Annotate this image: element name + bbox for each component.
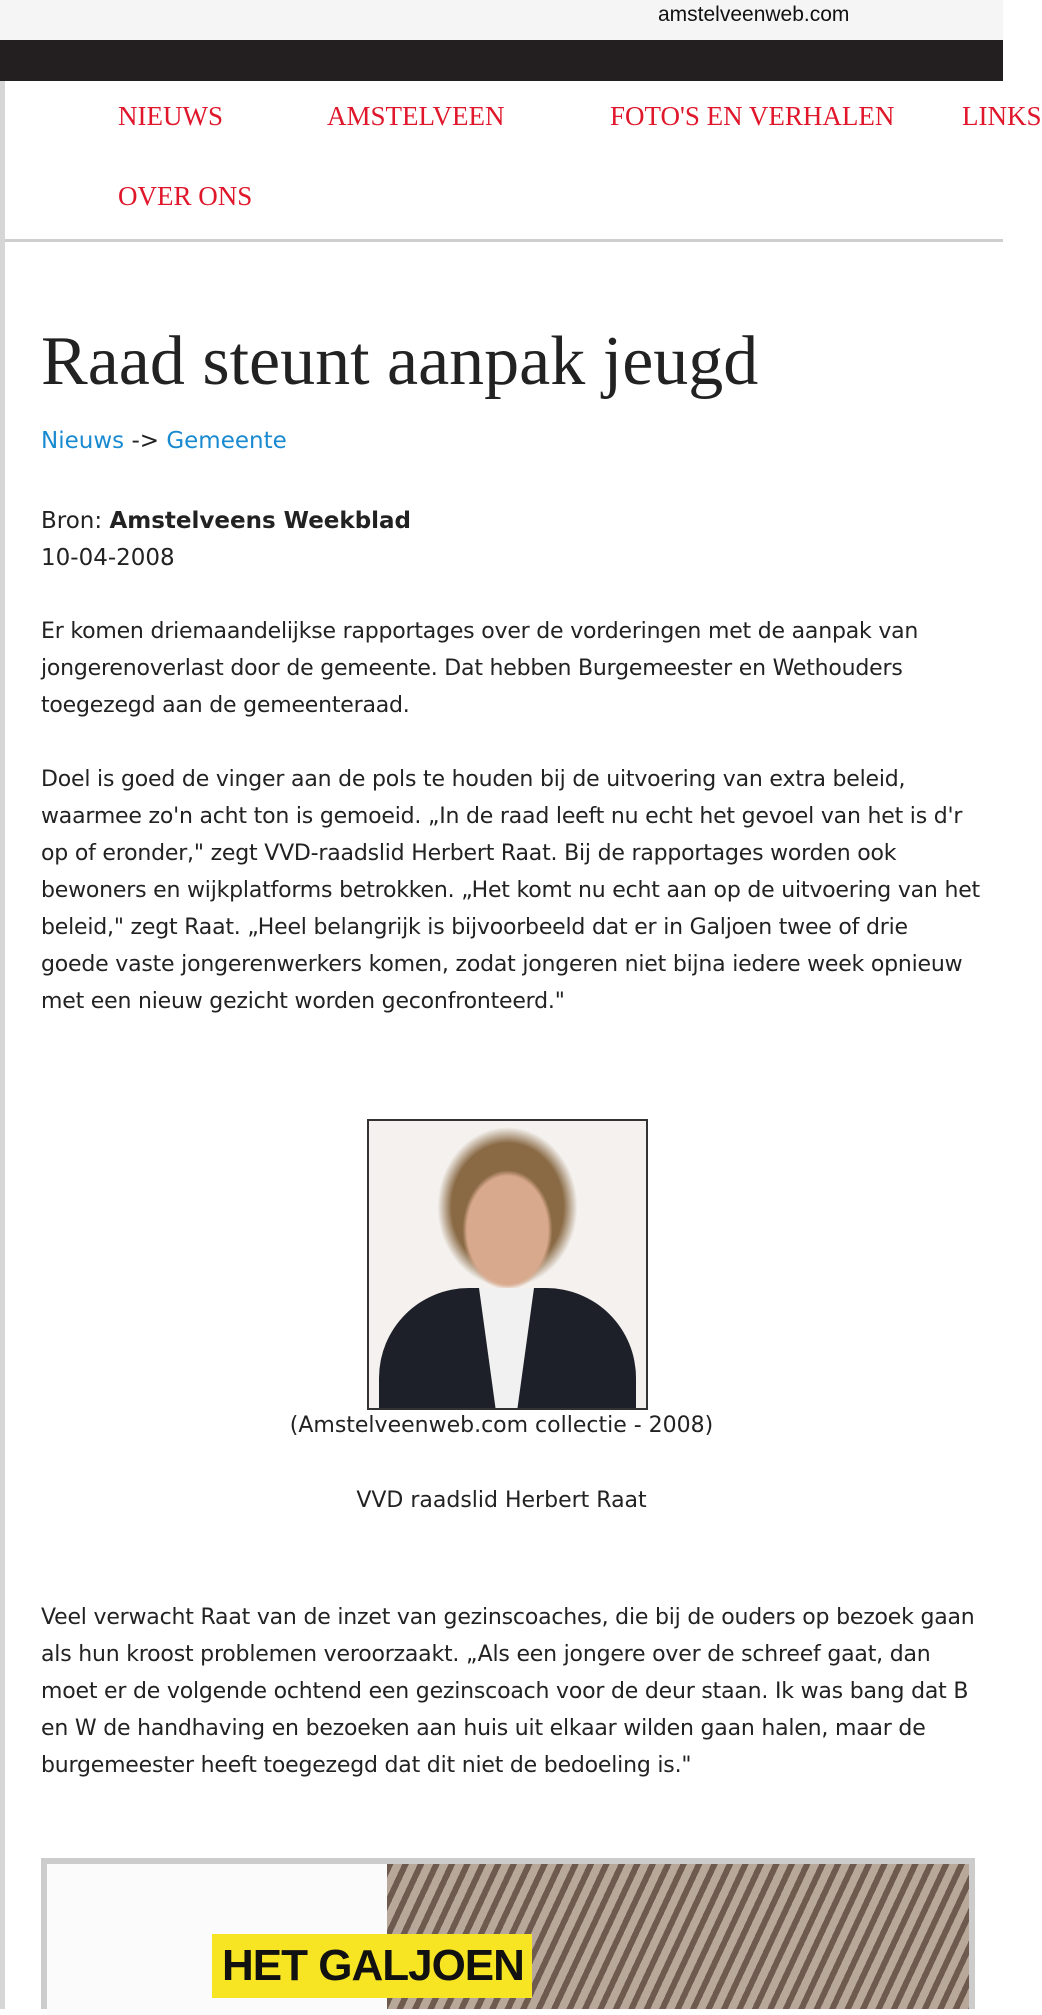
galjoen-sign: HET GALJOEN [212,1934,532,1998]
paragraph: Doel is goed de vinger aan de pols te houden bij de uitvoering van extra beleid, waarmee zo'n acht ton is gemoeid. „In de raad leeft nu echt het gevoel van het is d'r op of eronder," zegt VVD-raadslid Herbert Raat. Bij de rapportages worden ook bewoners en wijkplatforms betrokken. „Het komt nu echt aan op de uitvoering van het beleid," zegt Raat. „Heel belangrijk is bijvoorbeeld dat er in Galjoen twee of drie goede vaste jongerenwerkers komen, zodat jongeren niet bijna iedere week opnieuw met een nieuw gezicht worden geconfronteerd." [41,767,980,1014]
breadcrumb-nieuws[interactable]: Nieuws [41,428,125,454]
nav-over-ons[interactable]: OVER ONS [118,181,253,211]
breadcrumb-separator: -> [131,428,160,454]
herbert-raat-photo [367,1119,648,1410]
paragraph: Veel verwacht Raat van de inzet van gezinscoaches, die bij de ouders op bezoek gaan als hun kroost problemen veroorzaakt. „Als een jongere over de schreef gaat, dan moet er de volgende ochtend een gezinscoach voor de deur staan. Ik was bang dat B en W de handhaving en bezoeken aan huis uit elkaar wilden gaan halen, maar de burgemeester heeft toegezegd dat dit niet de bedoeling is." [41,1605,975,1778]
source-label: Bron: [41,508,103,534]
breadcrumb-gemeente[interactable]: Gemeente [166,428,287,454]
paragraph: Er komen driemaandelijkse rapportages over de vorderingen met de aanpak van jongerenoverlast door de gemeente. Dat hebben Burgemeester en Wethouders toegezegd aan de gemeenteraad. [41,619,919,718]
het-galjoen-photo [41,1858,975,2009]
article-meta [41,503,411,577]
article-date: 10-04-2008 [41,545,175,571]
photo-caption: VVD raadslid Herbert Raat [356,1488,647,1513]
page-title: Raad steunt aanpak jeugd [41,323,759,400]
nav-fotos-en-verhalen[interactable]: FOTO'S EN VERHALEN [610,101,895,131]
breadcrumb [41,428,287,454]
main-nav [5,81,1042,242]
site-header-bar [0,40,1003,81]
url-text[interactable]: amstelveenweb.com [658,3,850,26]
browser-address-bar[interactable] [0,0,1003,40]
source-name: Amstelveens Weekblad [109,508,412,534]
nav-links[interactable]: LINKS [962,101,1042,131]
nav-nieuws[interactable]: NIEUWS [118,101,223,131]
photo-credit: (Amstelveenweb.com collectie - 2008) [289,1413,714,1438]
nav-amstelveen[interactable]: AMSTELVEEN [327,101,505,131]
page-left-border [0,81,5,2009]
